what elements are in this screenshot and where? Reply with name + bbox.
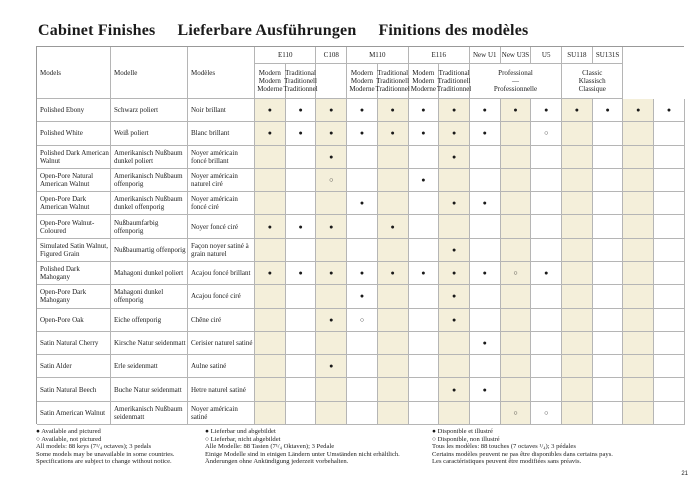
empty-cell	[531, 355, 562, 378]
empty-cell	[531, 332, 562, 355]
empty-cell	[562, 262, 593, 285]
empty-cell	[531, 285, 562, 308]
empty-cell	[623, 262, 654, 285]
empty-cell	[593, 146, 624, 169]
finish-name-en: Simulated Satin Walnut, Figured Grain	[37, 239, 111, 262]
finish-name-de: Mahagoni dunkel offenporig	[111, 285, 188, 308]
empty-cell	[286, 239, 317, 262]
empty-cell	[255, 309, 286, 332]
empty-cell	[286, 378, 317, 401]
empty-cell	[593, 309, 624, 332]
empty-cell	[562, 285, 593, 308]
finish-name-fr: Cerisier naturel satiné	[188, 332, 255, 355]
empty-cell	[378, 309, 409, 332]
available-pictured-icon: ●	[654, 99, 685, 122]
model-header: C108	[316, 47, 347, 64]
footnote-fr	[432, 428, 613, 466]
footnote-line: ● Lieferbar und abgebildet	[205, 428, 276, 435]
empty-cell	[316, 239, 347, 262]
empty-cell	[378, 332, 409, 355]
header-models-en: Models	[37, 47, 111, 99]
empty-cell	[501, 239, 532, 262]
empty-cell	[286, 309, 317, 332]
empty-cell	[562, 332, 593, 355]
empty-cell	[501, 285, 532, 308]
empty-cell	[531, 309, 562, 332]
finish-name-de: Amerikanisch Nußbaum dunkel poliert	[111, 146, 188, 169]
model-header: SU131S	[593, 47, 624, 64]
empty-cell	[409, 285, 440, 308]
empty-cell	[501, 332, 532, 355]
footnote-line: ● Disponible et illustré	[432, 428, 493, 435]
empty-cell	[562, 169, 593, 192]
footnote-line: Some models may be unavailable in some countries.	[36, 450, 175, 458]
empty-cell	[409, 215, 440, 238]
empty-cell	[255, 332, 286, 355]
empty-cell	[593, 192, 624, 215]
empty-cell	[593, 378, 624, 401]
finish-name-en: Satin Alder	[37, 355, 111, 378]
empty-cell	[409, 402, 440, 425]
empty-cell	[562, 239, 593, 262]
model-header: E116	[409, 47, 470, 64]
finish-name-de: Amerikanisch Nußbaum dunkel offenporig	[111, 192, 188, 215]
finish-name-en: Satin Natural Cherry	[37, 332, 111, 355]
empty-cell	[347, 215, 378, 238]
footnote-line: ○ Available, not pictured	[36, 435, 102, 443]
finish-name-fr: Noyer foncé ciré	[188, 215, 255, 238]
available-pictured-icon: ●	[255, 99, 286, 122]
empty-cell	[531, 192, 562, 215]
empty-cell	[470, 239, 501, 262]
available-pictured-icon: ●	[439, 239, 470, 262]
finish-name-fr: Noir brillant	[188, 99, 255, 122]
available-pictured-icon: ●	[316, 146, 347, 169]
empty-cell	[378, 355, 409, 378]
empty-cell	[409, 378, 440, 401]
empty-cell	[255, 355, 286, 378]
finish-name-de: Nußbaumartig offenporig	[111, 239, 188, 262]
empty-cell	[654, 285, 685, 308]
empty-cell	[255, 192, 286, 215]
finish-name-fr: Noyer américain satiné	[188, 402, 255, 425]
available-pictured-icon: ●	[255, 215, 286, 238]
empty-cell	[623, 169, 654, 192]
empty-cell	[347, 239, 378, 262]
available-pictured-icon: ●	[439, 262, 470, 285]
model-header: M110	[347, 47, 408, 64]
style-subheader: Traditional Traditionell Traditionnel	[439, 64, 470, 99]
title-de: Lieferbare Ausführungen	[177, 22, 357, 39]
available-pictured-icon: ●	[470, 262, 501, 285]
finish-name-fr: Noyer américain naturel ciré	[188, 169, 255, 192]
footnote-line: All models: 88 keys (7¹/₄ octaves); 3 pedals	[36, 443, 152, 451]
empty-cell	[593, 355, 624, 378]
empty-cell	[623, 378, 654, 401]
available-pictured-icon: ●	[470, 99, 501, 122]
empty-cell	[347, 355, 378, 378]
empty-cell	[470, 402, 501, 425]
empty-cell	[378, 378, 409, 401]
style-subheader: Modern Modern Moderne	[347, 64, 378, 99]
empty-cell	[501, 122, 532, 145]
available-pictured-icon: ●	[286, 215, 317, 238]
empty-cell	[378, 169, 409, 192]
empty-cell	[501, 215, 532, 238]
empty-cell	[623, 309, 654, 332]
empty-cell	[654, 215, 685, 238]
finish-name-en: Polished Ebony	[37, 99, 111, 122]
available-pictured-icon: ●	[439, 146, 470, 169]
empty-cell	[654, 239, 685, 262]
available-pictured-icon: ●	[439, 122, 470, 145]
empty-cell	[654, 378, 685, 401]
finish-name-de: Kirsche Natur seidenmatt	[111, 332, 188, 355]
available-pictured-icon: ●	[347, 262, 378, 285]
finish-name-de: Eiche offenporig	[111, 309, 188, 332]
finish-name-en: Satin American Walnut	[37, 402, 111, 425]
empty-cell	[255, 146, 286, 169]
empty-cell	[562, 355, 593, 378]
finish-name-fr: Blanc brillant	[188, 122, 255, 145]
available-not-pictured-icon: ○	[316, 169, 347, 192]
available-pictured-icon: ●	[378, 215, 409, 238]
footnote-line: Alle Modelle: 88 Tasten (7¹/₄ Oktaven); 3 Pedale	[205, 443, 335, 451]
available-pictured-icon: ●	[439, 285, 470, 308]
available-pictured-icon: ●	[439, 192, 470, 215]
finish-name-de: Weiß poliert	[111, 122, 188, 145]
empty-cell	[593, 402, 624, 425]
available-pictured-icon: ●	[470, 122, 501, 145]
available-pictured-icon: ●	[316, 122, 347, 145]
model-header: SU118	[562, 47, 593, 64]
empty-cell	[378, 146, 409, 169]
footnote-line: ● Available and pictured	[36, 428, 101, 435]
finish-name-fr: Noyer américain foncé ciré	[188, 192, 255, 215]
available-pictured-icon: ●	[378, 122, 409, 145]
empty-cell	[654, 355, 685, 378]
empty-cell	[316, 402, 347, 425]
empty-cell	[378, 192, 409, 215]
finish-name-de: Amerikanisch Nußbaum seidenmatt	[111, 402, 188, 425]
empty-cell	[439, 402, 470, 425]
finish-name-de: Nußbaumfarbig offenporig	[111, 215, 188, 238]
available-not-pictured-icon: ○	[501, 402, 532, 425]
empty-cell	[593, 262, 624, 285]
empty-cell	[623, 122, 654, 145]
empty-cell	[562, 309, 593, 332]
empty-cell	[378, 402, 409, 425]
empty-cell	[470, 215, 501, 238]
available-pictured-icon: ●	[286, 99, 317, 122]
finish-name-de: Buche Natur seidenmatt	[111, 378, 188, 401]
finish-name-fr: Façon noyer satiné à grain naturel	[188, 239, 255, 262]
empty-cell	[409, 146, 440, 169]
empty-cell	[654, 146, 685, 169]
header-models-fr: Modèles	[188, 47, 255, 99]
footnote-line: ○ Disponible, non illustré	[432, 435, 500, 443]
finish-name-en: Satin Natural Beech	[37, 378, 111, 401]
finish-name-fr: Aulne satiné	[188, 355, 255, 378]
available-pictured-icon: ●	[255, 122, 286, 145]
empty-cell	[623, 355, 654, 378]
empty-cell	[470, 169, 501, 192]
empty-cell	[286, 146, 317, 169]
empty-cell	[593, 122, 624, 145]
empty-cell	[654, 309, 685, 332]
empty-cell	[593, 239, 624, 262]
empty-cell	[501, 146, 532, 169]
available-not-pictured-icon: ○	[501, 262, 532, 285]
empty-cell	[562, 192, 593, 215]
empty-cell	[255, 378, 286, 401]
available-not-pictured-icon: ○	[531, 402, 562, 425]
model-header: E110	[255, 47, 316, 64]
finish-name-fr: Acajou foncé ciré	[188, 285, 255, 308]
empty-cell	[347, 378, 378, 401]
empty-cell	[439, 355, 470, 378]
available-pictured-icon: ●	[593, 99, 624, 122]
empty-cell	[470, 309, 501, 332]
empty-cell	[347, 146, 378, 169]
style-subheader	[316, 64, 347, 99]
available-pictured-icon: ●	[409, 122, 440, 145]
finish-name-en: Open-Pore Natural American Walnut	[37, 169, 111, 192]
empty-cell	[409, 332, 440, 355]
empty-cell	[531, 215, 562, 238]
empty-cell	[470, 285, 501, 308]
available-pictured-icon: ●	[347, 99, 378, 122]
finish-name-fr: Noyer américain foncé brillant	[188, 146, 255, 169]
empty-cell	[593, 332, 624, 355]
available-pictured-icon: ●	[501, 99, 532, 122]
finish-name-de: Amerikanisch Nußbaum offenporig	[111, 169, 188, 192]
footnote-line: Specifications are subject to change without notice.	[36, 458, 172, 466]
empty-cell	[501, 169, 532, 192]
empty-cell	[531, 146, 562, 169]
finish-name-de: Erle seidenmatt	[111, 355, 188, 378]
finish-name-fr: Chêne ciré	[188, 309, 255, 332]
empty-cell	[286, 285, 317, 308]
finish-name-de: Mahagoni dunkel poliert	[111, 262, 188, 285]
model-header: New U1	[470, 47, 501, 64]
empty-cell	[654, 169, 685, 192]
empty-cell	[593, 169, 624, 192]
available-pictured-icon: ●	[316, 355, 347, 378]
model-header: New U3S	[501, 47, 532, 64]
style-subheader: Traditional Traditionell Traditionnel	[286, 64, 317, 99]
empty-cell	[439, 215, 470, 238]
page-title	[38, 22, 550, 40]
available-pictured-icon: ●	[439, 99, 470, 122]
empty-cell	[378, 239, 409, 262]
available-pictured-icon: ●	[347, 122, 378, 145]
empty-cell	[654, 122, 685, 145]
finish-name-fr: Hetre naturel satiné	[188, 378, 255, 401]
available-pictured-icon: ●	[470, 332, 501, 355]
empty-cell	[347, 402, 378, 425]
empty-cell	[593, 285, 624, 308]
footnote-de	[205, 428, 400, 466]
empty-cell	[562, 146, 593, 169]
finish-name-en: Polished Dark American Walnut	[37, 146, 111, 169]
empty-cell	[409, 239, 440, 262]
available-pictured-icon: ●	[439, 309, 470, 332]
empty-cell	[316, 378, 347, 401]
finish-name-en: Open-Pore Dark American Walnut	[37, 192, 111, 215]
available-pictured-icon: ●	[316, 215, 347, 238]
empty-cell	[409, 309, 440, 332]
footnote-line: Tous les modèles: 88 touches (7 octaves ¹/₄); 3 pédales	[432, 443, 576, 451]
empty-cell	[378, 285, 409, 308]
empty-cell	[623, 402, 654, 425]
available-pictured-icon: ●	[255, 262, 286, 285]
title-en: Cabinet Finishes	[38, 22, 156, 39]
empty-cell	[470, 355, 501, 378]
style-subheader: Classic Klassisch Classique	[562, 64, 623, 99]
style-subheader: Modern Modern Moderne	[255, 64, 286, 99]
available-pictured-icon: ●	[316, 99, 347, 122]
available-pictured-icon: ●	[531, 99, 562, 122]
empty-cell	[623, 215, 654, 238]
empty-cell	[562, 402, 593, 425]
available-pictured-icon: ●	[286, 262, 317, 285]
empty-cell	[286, 192, 317, 215]
footnote-line: ○ Lieferbar, nicht abgebildet	[205, 435, 281, 443]
available-not-pictured-icon: ○	[347, 309, 378, 332]
empty-cell	[286, 402, 317, 425]
available-pictured-icon: ●	[409, 99, 440, 122]
footnote-line: Änderungen ohne Ankündigung jederzeit vorbehalten.	[205, 458, 349, 466]
empty-cell	[623, 332, 654, 355]
empty-cell	[562, 215, 593, 238]
empty-cell	[255, 285, 286, 308]
empty-cell	[316, 285, 347, 308]
style-subheader: Traditional Traditionell Traditionnel	[378, 64, 409, 99]
available-pictured-icon: ●	[409, 169, 440, 192]
available-pictured-icon: ●	[316, 262, 347, 285]
finish-name-en: Open-Pore Walnut-Coloured	[37, 215, 111, 238]
available-pictured-icon: ●	[347, 285, 378, 308]
empty-cell	[593, 215, 624, 238]
empty-cell	[347, 332, 378, 355]
available-pictured-icon: ●	[470, 378, 501, 401]
empty-cell	[409, 355, 440, 378]
empty-cell	[654, 332, 685, 355]
empty-cell	[654, 262, 685, 285]
empty-cell	[531, 169, 562, 192]
title-fr: Finitions des modèles	[378, 22, 529, 39]
empty-cell	[286, 332, 317, 355]
finish-table	[36, 46, 684, 424]
empty-cell	[501, 192, 532, 215]
empty-cell	[255, 402, 286, 425]
empty-cell	[286, 355, 317, 378]
empty-cell	[316, 192, 347, 215]
empty-cell	[501, 355, 532, 378]
style-subheader: Professional — Professionnelle	[470, 64, 562, 99]
empty-cell	[439, 169, 470, 192]
footnote-en	[36, 428, 174, 466]
empty-cell	[286, 169, 317, 192]
finish-name-en: Open-Pore Oak	[37, 309, 111, 332]
empty-cell	[470, 146, 501, 169]
model-header: U5	[531, 47, 562, 64]
style-subheader: Modern Modern Moderne	[409, 64, 440, 99]
empty-cell	[623, 192, 654, 215]
page-number: 21	[681, 471, 688, 477]
empty-cell	[316, 332, 347, 355]
empty-cell	[531, 378, 562, 401]
finish-name-en: Polished Dark Mahogany	[37, 262, 111, 285]
available-pictured-icon: ●	[286, 122, 317, 145]
available-pictured-icon: ●	[562, 99, 593, 122]
empty-cell	[562, 122, 593, 145]
empty-cell	[501, 309, 532, 332]
finish-name-de: Schwarz poliert	[111, 99, 188, 122]
empty-cell	[347, 169, 378, 192]
available-pictured-icon: ●	[531, 262, 562, 285]
empty-cell	[409, 192, 440, 215]
finish-name-fr: Acajou foncé brillant	[188, 262, 255, 285]
footnote-line: Les caractéristiques peuvent être modifiées sans préavis.	[432, 458, 582, 466]
empty-cell	[654, 402, 685, 425]
empty-cell	[623, 239, 654, 262]
empty-cell	[623, 146, 654, 169]
empty-cell	[501, 378, 532, 401]
finish-name-en: Open-Pore Dark Mahogany	[37, 285, 111, 308]
available-pictured-icon: ●	[470, 192, 501, 215]
available-pictured-icon: ●	[409, 262, 440, 285]
empty-cell	[439, 332, 470, 355]
empty-cell	[654, 192, 685, 215]
footnote-line: Einige Modelle sind in einigen Ländern unter Umständen nicht erhältlich.	[205, 450, 400, 458]
available-pictured-icon: ●	[347, 192, 378, 215]
available-pictured-icon: ●	[439, 378, 470, 401]
empty-cell	[562, 378, 593, 401]
empty-cell	[531, 239, 562, 262]
available-pictured-icon: ●	[378, 262, 409, 285]
footnote-line: Certains modèles peuvent ne pas être disponibles dans certains pays.	[432, 450, 613, 458]
header-models-de: Modelle	[111, 47, 188, 99]
empty-cell	[623, 285, 654, 308]
finish-name-en: Polished White	[37, 122, 111, 145]
available-not-pictured-icon: ○	[531, 122, 562, 145]
empty-cell	[255, 169, 286, 192]
empty-cell	[255, 239, 286, 262]
available-pictured-icon: ●	[623, 99, 654, 122]
available-pictured-icon: ●	[378, 99, 409, 122]
available-pictured-icon: ●	[316, 309, 347, 332]
